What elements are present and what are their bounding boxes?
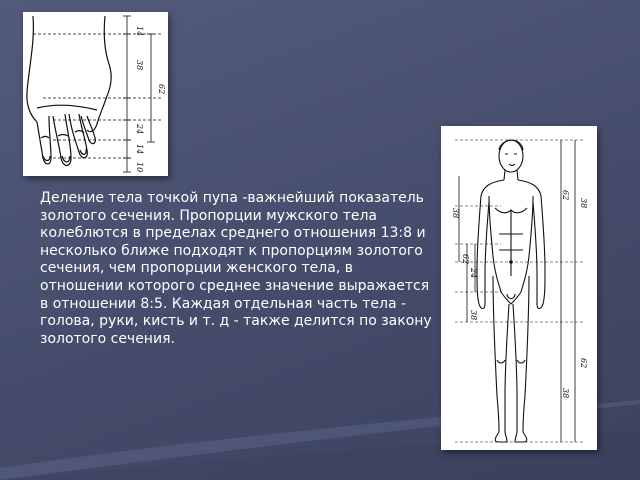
body-measure-label: 38 <box>451 208 460 219</box>
body-measure-label: 62 <box>561 190 570 201</box>
body-measure-label: 62 <box>461 254 470 265</box>
body-measure-label: 62 <box>579 358 588 369</box>
human-figure-drawing <box>441 126 597 450</box>
hand-measure-label: 10 <box>135 162 144 173</box>
hand-measure-label: 62 <box>157 84 166 95</box>
body-measure-label: 38 <box>579 198 588 209</box>
body-measure-label: 38 <box>469 310 478 321</box>
hand-measure-label: 38 <box>135 60 144 71</box>
body-measure-label: 38 <box>561 388 570 399</box>
hand-proportion-image <box>23 12 168 176</box>
body-measure-label: 24 <box>469 268 478 279</box>
hand-measure-label: 24 <box>135 124 144 135</box>
golden-ratio-paragraph: Деление тела точкой пупа -важнейший показатель золотого сечения. Пропорции мужского тела колеблются в пределах среднего отношения 13:8 и несколько ближе подходят к пропорциям золотого сечения, чем пропорции женского тела, в отношении которого среднее значение выражается в отношении 8:5. Каждая отдельная часть тела - голова, руки, кисть и т. д - также делится по закону золотого сечения. <box>40 190 432 347</box>
body-proportion-image <box>441 126 597 450</box>
hand-drawing <box>23 12 168 176</box>
hand-measure-label: 14 <box>135 144 144 155</box>
hand-measure-label: 14 <box>135 26 144 37</box>
